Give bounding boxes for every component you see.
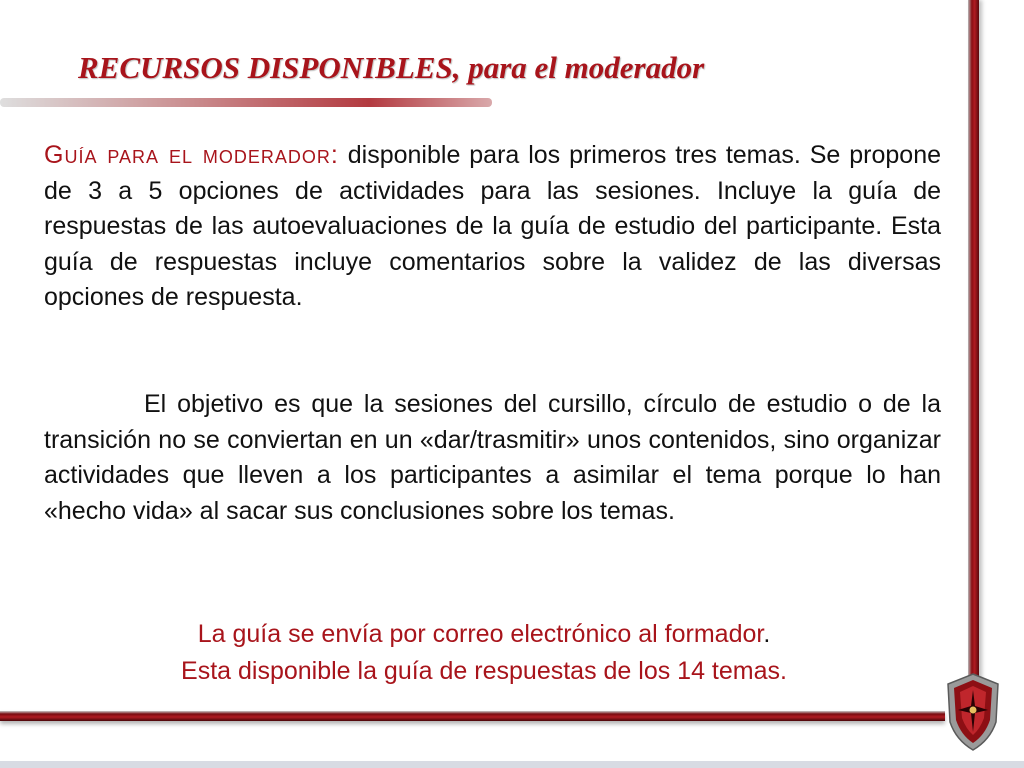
- paragraph-objective-wrapper: [44, 387, 941, 529]
- right-vertical-bar: [968, 0, 979, 690]
- paragraph-guide-description: [44, 138, 941, 316]
- note-email-period: .: [763, 620, 771, 648]
- note-answers-text: Esta disponible la guía de respuestas de los 14 temas: [181, 657, 781, 685]
- paragraph-guide-text: disponible para los primeros tres temas. Se propone de 3 a 5 opciones de actividades para las sesiones. Incluye la guía de respuestas de las autoevaluaciones de la guía de estudio del participante. Esta guía de respuestas incluye comentarios sobre la validez de las diversas opciones de respuesta.: [44, 141, 941, 311]
- shield-cross-logo-icon: [944, 672, 1002, 752]
- note-email: [0, 617, 968, 651]
- bottom-stripe: [0, 761, 1024, 768]
- slide-title: RECURSOS DISPONIBLES, para el moderador: [78, 50, 705, 85]
- note-answers: [0, 654, 968, 688]
- title-underline: [0, 98, 492, 107]
- paragraph-objective: El objetivo es que la sesiones del cursillo, círculo de estudio o de la transición no se conviertan en un «dar/trasmitir» unos contenidos, sino organizar actividades que lleven a los participantes a asimilar el tema porque lo han «hecho vida» al sacar sus conclusiones sobre los temas.: [44, 390, 941, 525]
- bottom-horizontal-bar: [0, 711, 945, 721]
- note-email-text: La guía se envía por correo electrónico al formador: [197, 620, 764, 648]
- note-answers-period: .: [780, 657, 787, 685]
- paragraph-lead: Guía para el moderador:: [44, 141, 339, 169]
